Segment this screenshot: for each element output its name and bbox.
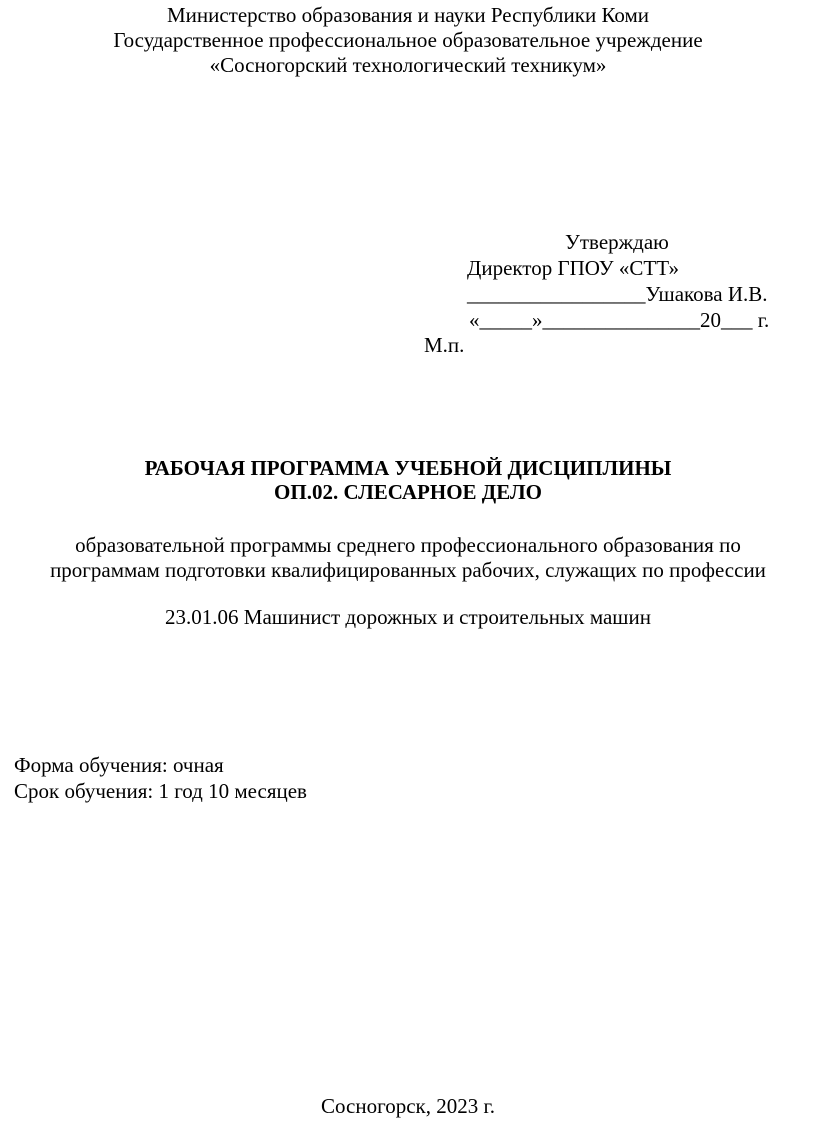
approval-date-line: «_____»_______________20___ г.: [469, 308, 770, 332]
study-form: Форма обучения: очная: [14, 753, 224, 777]
study-duration: Срок обучения: 1 год 10 месяцев: [14, 779, 307, 803]
discipline-title: ОП.02. СЛЕСАРНОЕ ДЕЛО: [274, 480, 542, 504]
institution-name-heading: «Сосногорский технологический техникум»: [209, 53, 607, 77]
program-description-line-1: образовательной программы среднего профессионального образования по: [75, 533, 741, 557]
place-and-year: Сосногорск, 2023 г.: [321, 1094, 495, 1118]
program-description-line-2: программам подготовки квалифицированных рабочих, служащих по профессии: [50, 558, 766, 582]
ministry-heading: Министерство образования и науки Республики Коми: [166, 3, 650, 27]
document-title: РАБОЧАЯ ПРОГРАММА УЧЕБНОЙ ДИСЦИПЛИНЫ: [144, 456, 672, 480]
profession-line: 23.01.06 Машинист дорожных и строительных машин: [165, 605, 651, 629]
approval-signature-line: _________________Ушакова И.В.: [467, 282, 768, 306]
institution-type-heading: Государственное профессиональное образовательное учреждение: [113, 28, 703, 52]
stamp-placeholder: М.п.: [424, 333, 465, 357]
approval-position: Директор ГПОУ «СТТ»: [467, 256, 679, 280]
approval-label: Утверждаю: [565, 230, 669, 254]
